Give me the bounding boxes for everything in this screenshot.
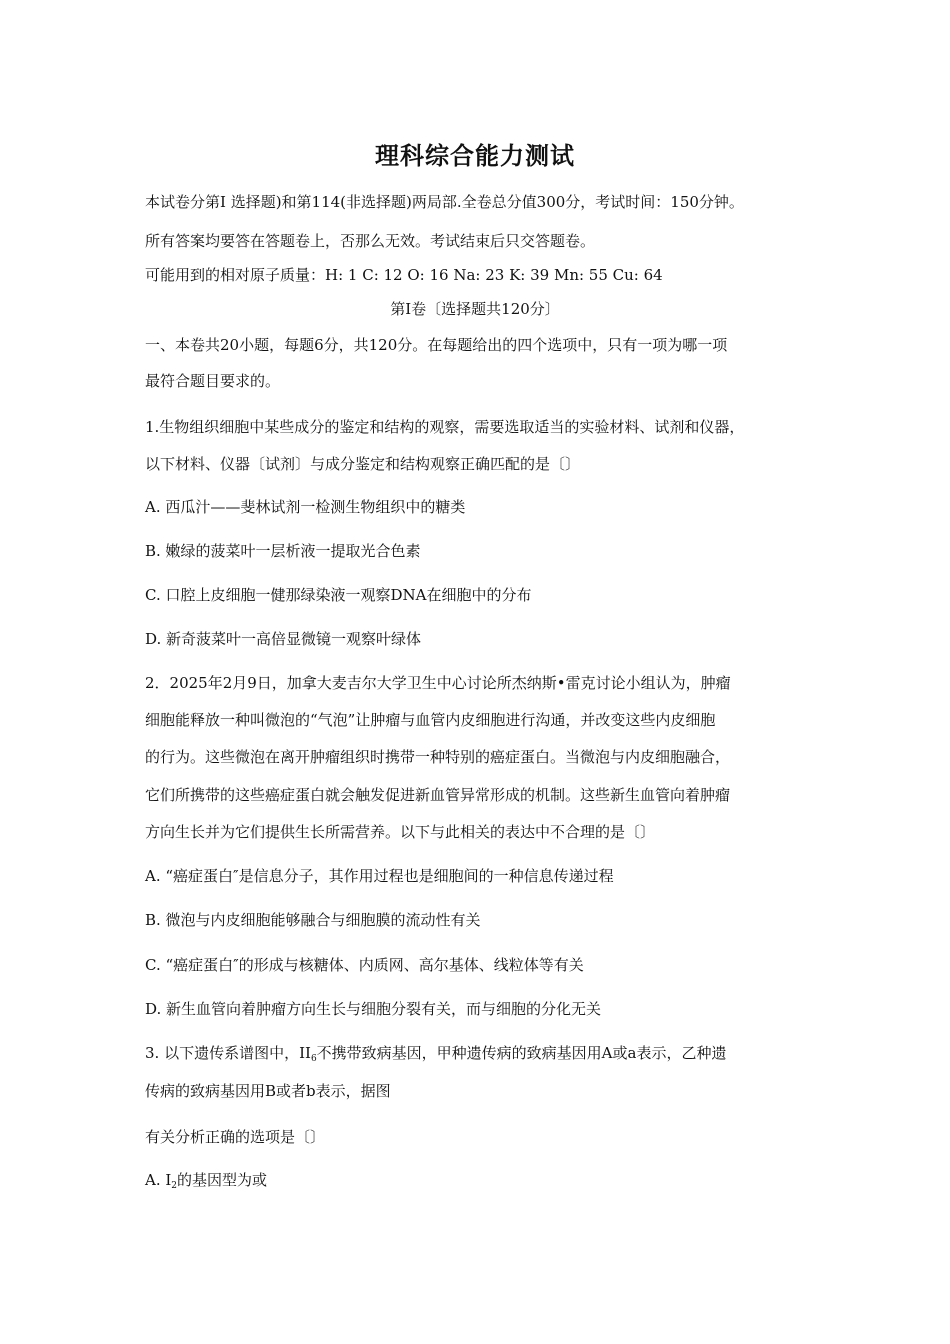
q3-stem-line-1 [145, 1043, 726, 1069]
q1-stem-line-2: 以下材料、仪器〔试剂〕与成分鉴定和结构观察正确匹配的是〔〕 [145, 455, 581, 473]
q3-option-a [145, 1170, 267, 1196]
intro-line-3: 可能用到的相对原子质量：H: 1 C: 12 O: 16 Na: 23 K: 39 Mn: 55 Cu: 64 [145, 266, 663, 284]
section-title: 第Ⅰ卷〔选择题共120分〕 [390, 300, 560, 318]
q3-subscript: 6 [310, 1054, 317, 1064]
intro-line-1: 本试卷分第Ⅰ 选择题)和第114(非选择题)两局部.全卷总分值300分，考试时间：150分钟。 [145, 193, 744, 211]
q1-option-c: C. 口腔上皮细胞一健那绿染液一观察DNA在细胞中的分布 [145, 586, 532, 604]
q1-option-a: A. 西瓜汁——斐林试剂一检测生物组织中的糖类 [145, 498, 466, 516]
q3-stem-text-cont: 不携带致病基因，甲种遗传病的致病基因用A或a表示，乙种遗 [316, 1044, 727, 1062]
q2-stem-line-4: 它们所携带的这些癌症蛋白就会触发促进新血管异常形成的机制。这些新生血管向着肿瘤 [145, 786, 731, 804]
q2-option-b: B. 微泡与内皮细胞能够融合与细胞膜的流动性有关 [145, 911, 481, 929]
q2-stem-line-1: 2．2025年2月9日，加拿大麦吉尔大学卫生中心讨论所杰纳斯•雷克讨论小组认为，肿瘤 [145, 674, 731, 692]
q3-stem-line-2: 传病的致病基因用B或者b表示，据图 [145, 1082, 391, 1100]
q1-stem-line-1: 1.生物组织细胞中某些成分的鉴定和结构的观察，需要选取适当的实验材料、试剂和仪器， [145, 418, 745, 436]
q2-option-a: A. “癌症蛋白″是信息分子，其作用过程也是细胞间的一种信息传递过程 [145, 867, 614, 885]
instructions-line-2: 最符合题目要求的。 [145, 372, 281, 390]
q3-stem-text: 3. 以下遗传系谱图中，II [145, 1044, 311, 1062]
q2-stem-line-5: 方向生长并为它们提供生长所需营养。以下与此相关的表达中不合理的是〔〕 [145, 823, 656, 841]
q1-option-b: B. 嫩绿的菠菜叶一层析液一提取光合色素 [145, 542, 421, 560]
q2-stem-line-3: 的行为。这些微泡在离开肿瘤组织时携带一种特别的癌症蛋白。当微泡与内皮细胞融合， [145, 748, 731, 766]
q1-option-d: D. 新奇菠菜叶一高倍显微镜一观察叶绿体 [145, 630, 422, 648]
q3-option-a-subscript: 2 [171, 1181, 178, 1191]
q3-option-a-text: A. I [145, 1171, 172, 1189]
q2-stem-line-2: 细胞能释放一种叫微泡的“气泡”让肿瘤与血管内皮细胞进行沟通，并改变这些内皮细胞 [145, 711, 716, 729]
intro-line-2: 所有答案均要答在答题卷上，否那么无效。考试结束后只交答题卷。 [145, 232, 596, 250]
q2-option-d: D. 新生血管向着肿瘤方向生长与细胞分裂有关，而与细胞的分化无关 [145, 1000, 602, 1018]
q3-stem-line-3: 有关分析正确的选项是〔〕 [145, 1128, 326, 1146]
q2-option-c: C. “癌症蛋白″的形成与核糖体、内质网、高尔基体、线粒体等有关 [145, 956, 584, 974]
instructions-line-1: 一、本卷共20小题，每题6分，共120分。在每题给出的四个选项中，只有一项为哪一项 [145, 336, 728, 354]
q3-option-a-text-cont: 的基因型为或 [177, 1171, 268, 1189]
page-title: 理科综合能力测试 [375, 141, 575, 170]
